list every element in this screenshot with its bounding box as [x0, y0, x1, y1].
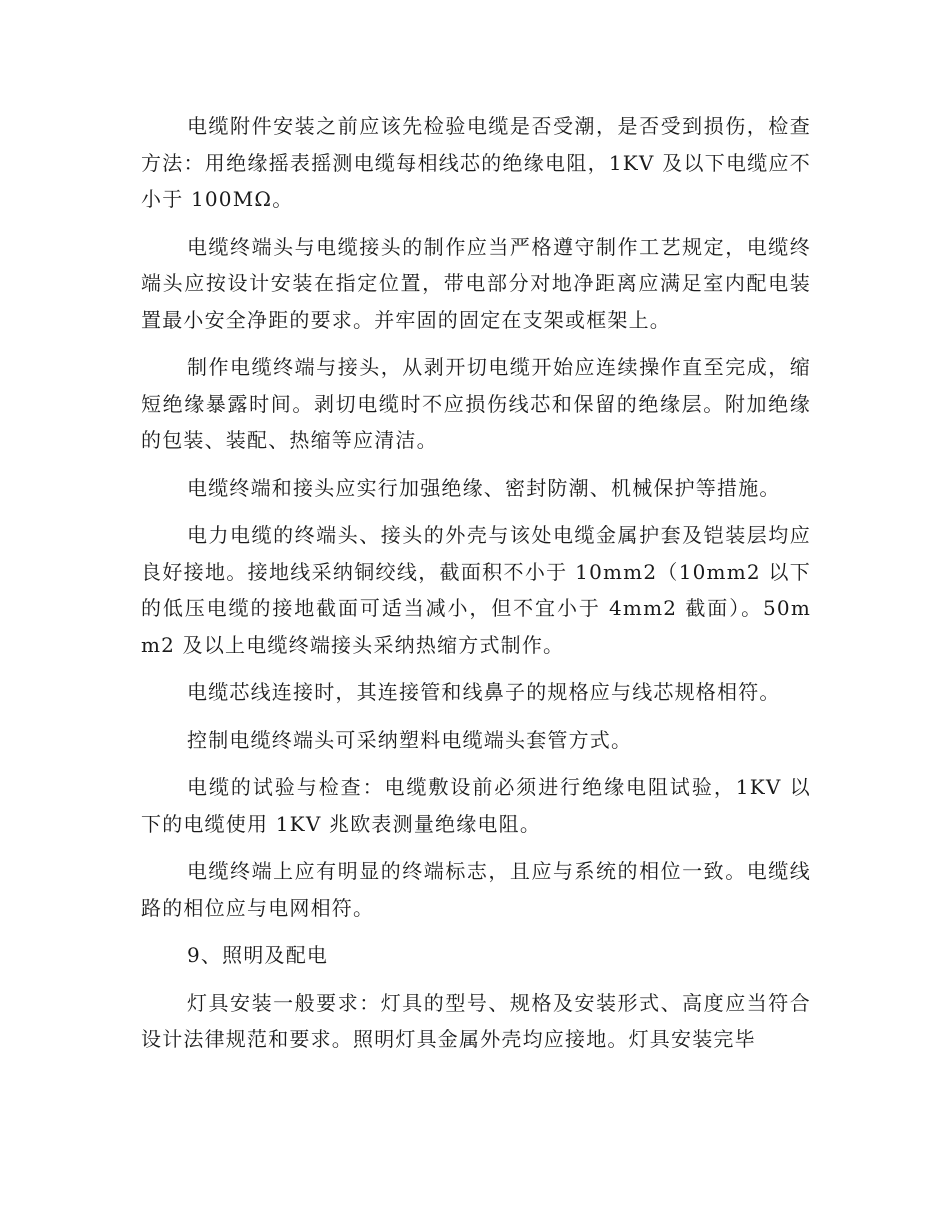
- paragraph-control-cable-terminal: 控制电缆终端头可采纳塑料电缆端头套管方式。: [187, 727, 633, 752]
- paragraph-terminal-marking: 电缆终端上应有明显的终端标志，且应与系统的相位一致。电缆线路的相位应与电网相符。: [141, 859, 811, 920]
- document-body: [141, 108, 811, 1069]
- paragraph-insulation-measures: 电缆终端和接头应实行加强绝缘、密封防潮、机械保护等措施。: [187, 475, 781, 500]
- paragraph-cable-accessory-inspection: 电缆附件安装之前应该先检验电缆是否受潮，是否受到损伤，检查方法：用绝缘摇表摇测电缆每相线芯的绝缘电阻，1KV 及以下电缆应不小于 100MΩ。: [141, 114, 811, 211]
- paragraph-grounding: 电力电缆的终端头、接头的外壳与该处电缆金属护套及铠装层均应良好接地。接地线采纳铜绞线，截面积不小于 10mm2（10mm2 以下的低压电缆的接地截面可适当减小，但不宜小于 4mm2 截面）。50mm2 及以上电缆终端接头采纳热缩方式制作。: [141, 523, 811, 657]
- paragraph-continuous-operation: 制作电缆终端与接头，从剥开切电缆开始应连续操作直至完成，缩短绝缘暴露时间。剥切电缆时不应损伤线芯和保留的绝缘层。附加绝缘的包装、装配、热缩等应清洁。: [141, 355, 811, 452]
- paragraph-core-connection: 电缆芯线连接时，其连接管和线鼻子的规格应与线芯规格相符。: [187, 680, 781, 704]
- paragraph-testing-inspection: 电缆的试验与检查：电缆敷设前必须进行绝缘电阻试验，1KV 以下的电缆使用 1KV 兆欧表测量绝缘电阻。: [141, 775, 811, 836]
- paragraph-terminal-joint-fabrication: 电缆终端头与电缆接头的制作应当严格遵守制作工艺规定，电缆终端头应按设计安装在指定位置，带电部分对地净距离应满足室内配电装置最小安全净距的要求。并牢固的固定在支架或框架上。: [141, 234, 811, 332]
- section-heading-lighting: 9、照明及配电: [187, 943, 329, 967]
- paragraph-lamp-installation: 灯具安装一般要求：灯具的型号、规格及安装形式、高度应当符合设计法律规范和要求。照明灯具金属外壳均应接地。灯具安装完毕: [141, 990, 811, 1051]
